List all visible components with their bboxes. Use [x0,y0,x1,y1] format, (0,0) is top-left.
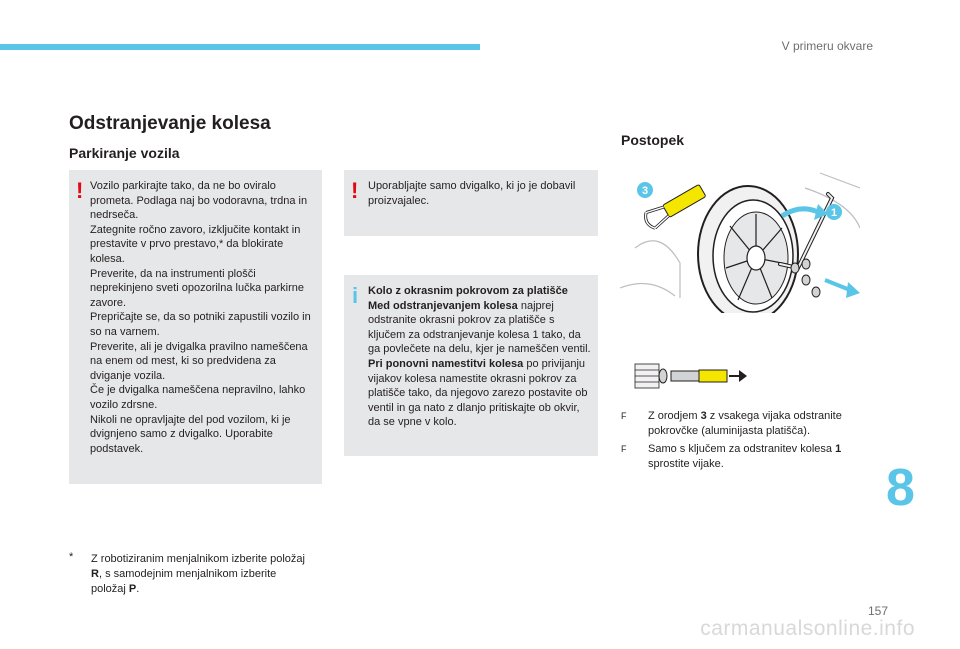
footnote-text-part: , s samodejnim menjalnikom izberite položaj [91,568,277,595]
warning-icon: ! [351,178,359,203]
info-paragraph: po privijanju vijakov kolesa namestite okrasni pokrov za platišče tako, da njegovo zarezo postavite ob ventil in ga nato z dlanjo pritiskajte ob okvir, da se vpne v kolo. [368,357,588,429]
step-item [621,442,861,472]
info-subtitle: Pri ponovni namestitvi kolesa [368,357,524,370]
chapter-title: V primeru okvare [781,39,873,53]
step-text: Z orodjem [648,410,701,422]
callout-1-label: 1 [830,207,838,219]
chapter-number: 8 [886,459,915,517]
info-text [368,284,594,430]
step-bullet: F [621,411,627,421]
step-text: Samo s ključem za odstranitev kolesa [648,443,836,455]
step-text: z vsakega vijaka odstranite pokrovčke (aluminijasta platišča). [648,410,842,437]
info-icon: i [352,283,359,308]
step-bold: 3 [700,410,707,422]
footnote-text [91,552,309,597]
page-number: 157 [867,604,888,618]
top-accent-bar [0,44,480,50]
section-title: Parkiranje vozila [69,145,180,161]
footnote-text-part: . [136,583,140,595]
procedure-title: Postopek [621,132,685,148]
warning-text: Uporabljajte samo dvigalko, ki jo je dobavil proizvajalec. [368,180,576,207]
procedure-steps [621,409,861,475]
warning-box-left [69,170,322,484]
main-title: Odstranjevanje kolesa [69,113,271,134]
warning-text: Vozilo parkirajte tako, da ne bo oviralo prometa. Podlaga naj bo vodoravna, trdna in nedrseča. Zategnite ročno zavoro, izključite kontakt in prestavite v prvo prestavo,* da blokirate kolesa. Preverite, da na instrumenti plošči neprekinjeno sveti opozorilna lučka parkirne zavore. Prepričajte se, da so potniki zapustili vozilo in so na varnem. Preverite, ali je dvigalka pravilno nameščena na enem od mest, ki so predvidena za dviganje vozila. Če je dvigalka nameščena nepravilno, lahko vozilo zdrsne. Nikoli ne opravljajte del pod vozilom, ki je dvignjeno samo z dvigalko. Uporabite podstavek. [90,180,311,455]
info-paragraph: najprej odstranite okrasni pokrov za platišče s ključem za odstranjevanje kolesa 1 tako, da ga povlečete na delu, kjer je nameščen ventil. [368,299,591,356]
info-box [344,275,598,456]
step-bold: 1 [835,443,842,455]
info-title: Kolo z okrasnim pokrovom za platišče [368,285,568,297]
footnote [69,552,309,597]
wheel-removal-illustration [620,168,860,313]
watermark: carmanualsonline.info [700,617,915,640]
warning-icon: ! [76,178,84,203]
cap-removal-illustration [633,360,748,392]
footnote-text-part: Z robotiziranim menjalnikom izberite položaj [91,553,305,565]
footnote-bold: R [91,568,99,580]
warning-box-right [344,170,598,236]
footnote-bold: P [128,583,137,595]
footnote-mark: * [69,551,74,563]
step-text: sprostite vijake. [648,458,724,470]
step-item [621,409,861,439]
callout-3-label: 3 [641,185,649,197]
info-subtitle: Med odstranjevanjem kolesa [368,299,518,312]
step-bullet: F [621,444,627,454]
